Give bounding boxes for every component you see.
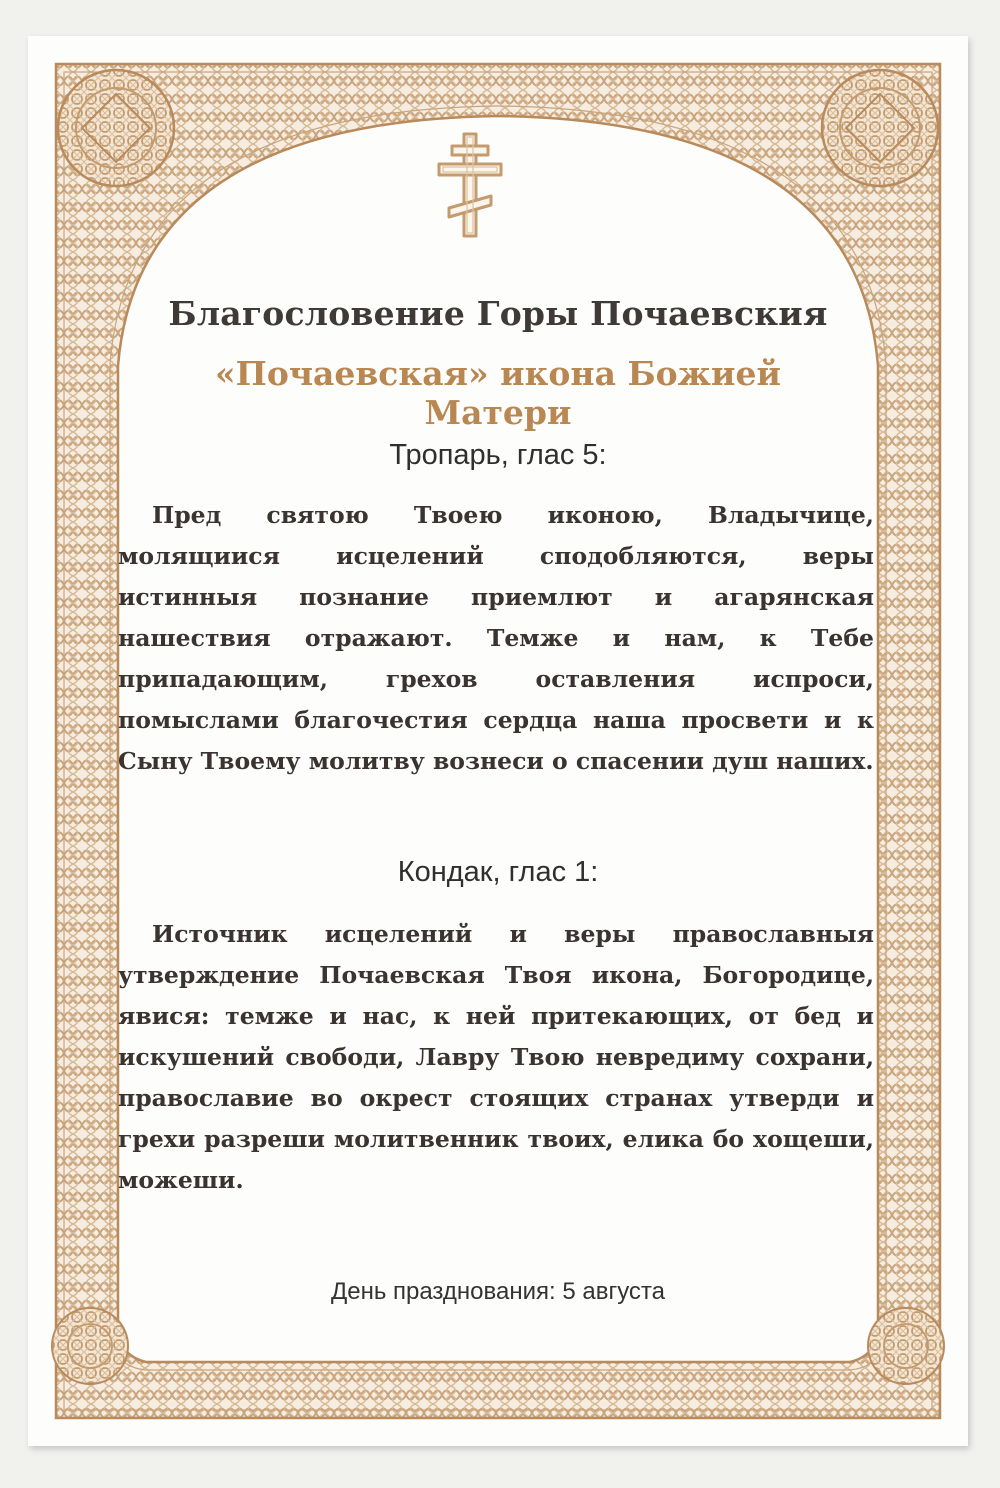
corner-rosette-top-right — [822, 70, 938, 186]
card-title: Благословение Горы Почаевския — [168, 294, 828, 333]
orthodox-cross-icon — [435, 130, 505, 240]
corner-rosette-bottom-left — [52, 1308, 128, 1384]
kontakion-heading: Кондак, глас 1: — [397, 856, 599, 888]
corner-rosette-top-left — [58, 70, 174, 186]
kontakion-text: Источник исцелений и веры православныя утверждение Почаевская Твоя икона, Богородице, явися: темже и нас, к ней притекающих, от бед и искушений свободи, Лавру Твою невредиму сохрани, православие во окрест стоящих странах утверди и грехи разреши молитвенник твоих, елика бо хощеши, можеши. — [118, 920, 874, 1194]
troparion-heading: Тропарь, глас 5: — [389, 439, 607, 471]
corner-rosette-bottom-right — [868, 1308, 944, 1384]
prayer-card — [28, 36, 968, 1446]
troparion-text: Пред святою Твоею иконою, Владычице, молящиися исцелений сподобляются, веры истинныя познание приемлют и агарянская нашествия отражают. Темже и нам, к Тебе припадающим, грехов оставления испроси, помыслами благочестия сердца наша просвети и к Сыну Твоему молитву вознеси о спасении душ наших. — [118, 501, 874, 775]
icon-name-subtitle: «Почаевская» икона Божией Матери — [215, 354, 781, 432]
feast-day: День празднования: 5 августа — [330, 1278, 666, 1305]
